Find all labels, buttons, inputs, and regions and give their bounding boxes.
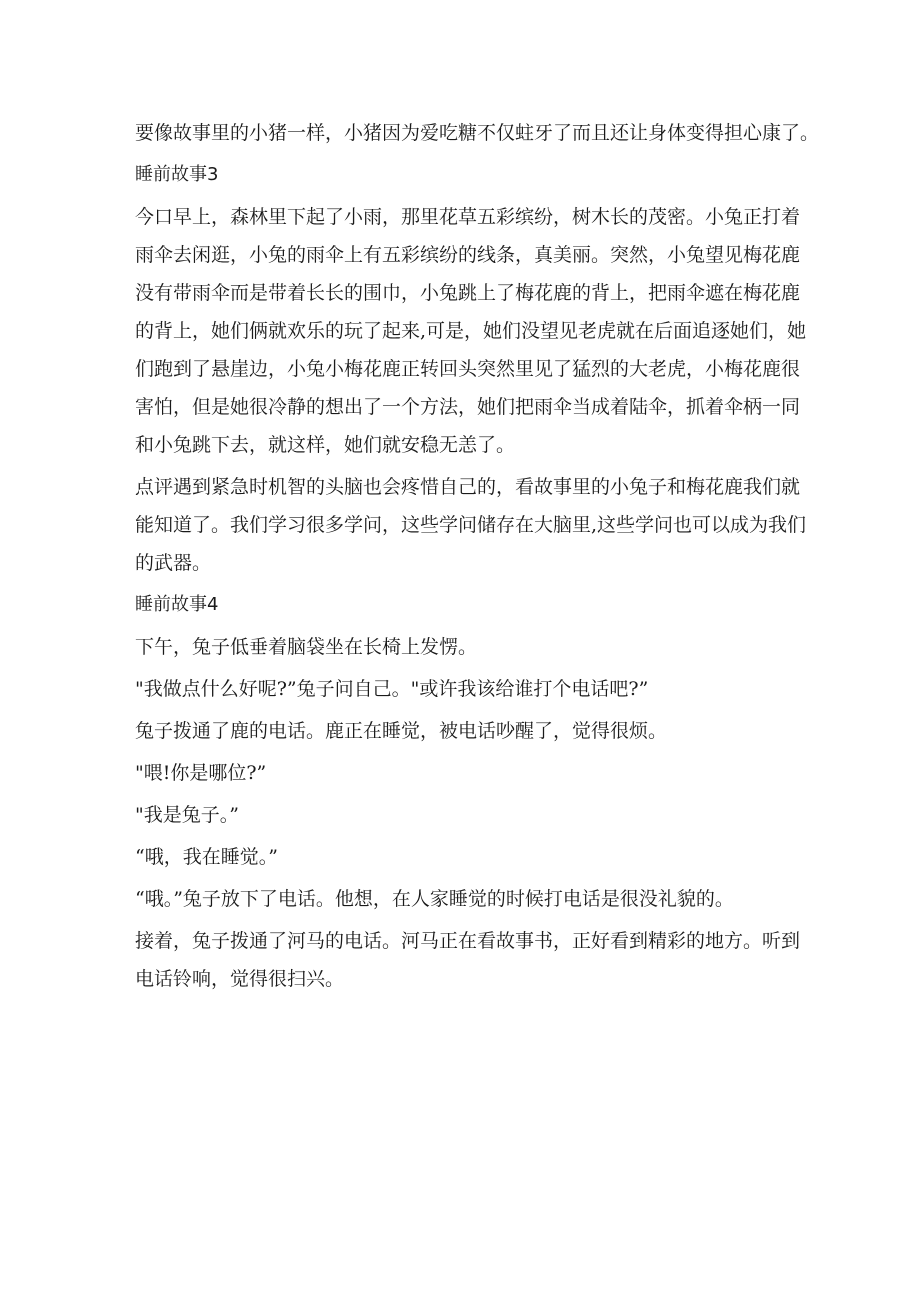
paragraph-line: 的背上，她们俩就欢乐的玩了起来,可是，她们没望见老虎就在后面追逐她们，她 <box>135 320 807 342</box>
paragraph <box>135 838 795 876</box>
paragraph <box>135 796 795 834</box>
paragraph-line: 兔子拨通了鹿的电话。鹿正在睡觉，被电话吵醒了，觉得很烦。 <box>135 720 668 742</box>
document-body <box>135 114 820 1002</box>
paragraph <box>135 114 820 152</box>
paragraph-line: 要像故事里的小猪一样，小猪因为爱吃糖不仅蛀牙了而且还让身体变得担心康了。 <box>135 122 820 144</box>
paragraph <box>135 198 807 464</box>
paragraph-line: 害怕，但是她很冷静的想出了一个方法，她们把雨伞当成着陆伞，抓着伞柄一同 <box>135 396 801 418</box>
paragraph-line: “哦，我在睡觉。” <box>135 846 278 868</box>
paragraph-line: 和小兔跳下去，就这样，她们就安稳无恙了。 <box>135 434 516 456</box>
paragraph <box>135 922 801 998</box>
section-heading <box>135 586 795 624</box>
paragraph-line: "我是兔子。” <box>135 804 239 826</box>
paragraph <box>135 670 795 708</box>
paragraph-line: 雨伞去闲逛，小兔的雨伞上有五彩缤纷的线条，真美丽。突然，小兔望见梅花鹿 <box>135 244 801 266</box>
paragraph-line: 没有带雨伞而是带着长长的围巾，小兔跳上了梅花鹿的背上，把雨伞遮在梅花鹿 <box>135 282 801 304</box>
paragraph <box>135 628 795 666</box>
paragraph-line: 接着，兔子拨通了河马的电话。河马正在看故事书，正好看到精彩的地方。听到 <box>135 930 801 952</box>
paragraph-line: 下午，兔子低垂着脑袋坐在长椅上发愣。 <box>135 636 478 658</box>
paragraph-line: "我做点什么好呢?”兔子问自己。"或许我该给谁打个电话吧?” <box>135 678 649 700</box>
paragraph <box>135 754 795 792</box>
paragraph-line: “哦。”兔子放下了电话。他想，在人家睡觉的时候打电话是很没礼貌的。 <box>135 888 734 910</box>
paragraph-line: 的武器。 <box>135 552 212 574</box>
paragraph-line: 今口早上，森林里下起了小雨，那里花草五彩缤纷，树木长的茂密。小兔正打着 <box>135 206 801 228</box>
paragraph <box>135 712 795 750</box>
heading-text: 睡前故事4 <box>135 594 219 615</box>
paragraph-line: 能知道了。我们学习很多学问，这些学问储存在大脑里,这些学问也可以成为我们 <box>135 514 807 536</box>
paragraph-line: 们跑到了悬崖边，小兔小梅花鹿正转回头突然里见了猛烈的大老虎，小梅花鹿很 <box>135 358 801 380</box>
section-heading <box>135 156 795 194</box>
paragraph <box>135 468 807 582</box>
paragraph-line: "喂!你是哪位?” <box>135 762 267 784</box>
paragraph-line: 电话铃响，觉得很扫兴。 <box>135 968 345 990</box>
paragraph <box>135 880 795 918</box>
paragraph-line: 点评遇到紧急时机智的头脑也会疼惜自己的，看故事里的小兔子和梅花鹿我们就 <box>135 476 801 498</box>
heading-text: 睡前故事3 <box>135 164 219 185</box>
